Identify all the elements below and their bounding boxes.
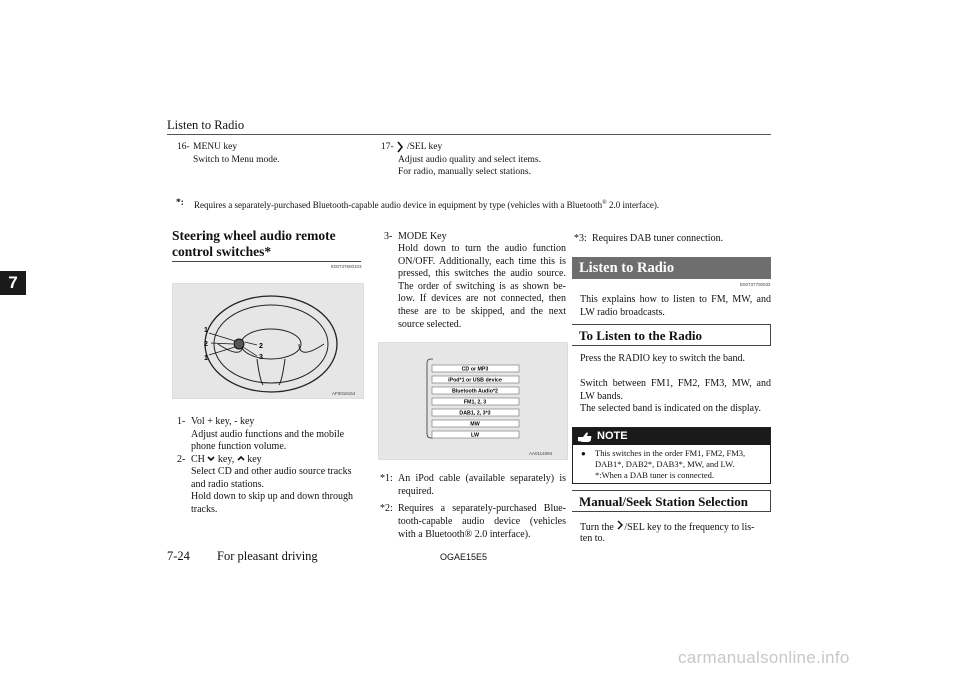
bullet-icon: ● — [581, 449, 586, 458]
key17-desc-1: Adjust audio quality and select items. — [398, 155, 542, 165]
source-fm: FM1, 2, 3 — [463, 399, 487, 406]
note-label: NOTE — [597, 430, 628, 442]
item3-number: 3- — [384, 231, 393, 242]
watermark: carmanualsonline.info — [678, 648, 850, 667]
source-lw: LW — [471, 432, 479, 439]
note2-line-2: tooth-capable audio device (vehicles — [398, 516, 566, 527]
radio-para-2-1: Switch between FM1, FM2, FM3, MW, and — [580, 378, 771, 389]
note2-mark: *2: — [380, 503, 393, 514]
note3-text: Requires DAB tuner connection. — [592, 233, 724, 244]
source-ipod-usb: iPod*1 or USB device — [448, 377, 502, 384]
note-hand-icon — [577, 430, 593, 449]
item2-desc-1: Select CD and other audio source tracks — [191, 466, 352, 477]
source-dab: DAB1, 2, 3*3 — [459, 410, 491, 417]
item1-desc-2: phone function volume. — [191, 441, 287, 452]
page-number: 7-24 — [167, 549, 190, 563]
source-figure-code: AA0114084 — [529, 451, 553, 456]
radio-intro-1: This explains how to listen to FM, MW, and — [580, 294, 771, 305]
note1-mark: *1: — [380, 473, 393, 484]
steering-wheel-illustration — [173, 284, 363, 398]
item2-desc-2: and radio stations. — [191, 479, 265, 490]
item2-name: CH key, key — [191, 454, 262, 465]
chapter-tab: 7 — [0, 271, 26, 295]
note1-line-1: An iPod cable (available separately) is — [398, 473, 566, 484]
radio-para-2-3: The selected band is indicated on the display. — [580, 403, 761, 414]
item2-desc-4: tracks. — [191, 504, 218, 515]
note2-line-1: Requires a separately-purchased Blue- — [398, 503, 566, 514]
key16-name: MENU key — [193, 142, 238, 152]
footnote-mark: *: — [176, 198, 184, 208]
manual-seek-subheading: Manual/Seek Station Selection — [572, 490, 771, 512]
item1-desc-1: Adjust audio functions and the mobile — [191, 429, 345, 440]
radio-para-1: Press the RADIO key to switch the band. — [580, 353, 745, 364]
radio-para-3-2: ten to. — [580, 533, 605, 544]
callout-2b: 2 — [259, 343, 263, 350]
radio-para-2-2: LW bands. — [580, 391, 623, 402]
item1-number: 1- — [177, 416, 186, 427]
callout-3: 3 — [259, 354, 263, 361]
mode-description: Hold down to turn the audio function ON/OFF. Additionally, each time this is pressed, this switches the audio source. The order of switching is as shown be- low. If devices are not connected, then these are to be skipped, and the next source selected. — [398, 243, 566, 330]
header-rule — [167, 134, 771, 135]
figure-code: AF0016154 — [332, 391, 356, 396]
note2-line-3: with a Bluetooth® 2.0 interface). — [398, 529, 531, 540]
callout-1b: 1 — [204, 355, 208, 362]
radio-para-3-1: Turn the /SEL key to the frequency to lis- — [580, 522, 755, 533]
callout-2a: 2 — [204, 341, 208, 348]
key16-desc: Switch to Menu mode. — [193, 155, 280, 165]
running-header: Listen to Radio — [167, 118, 245, 132]
key16-number: 16- — [177, 142, 190, 152]
note1-line-2: required. — [398, 486, 434, 497]
item2-number: 2- — [177, 454, 186, 465]
item3-name: MODE Key — [398, 231, 447, 242]
listen-to-radio-banner: Listen to Radio — [572, 257, 771, 279]
key17-name: /SEL key — [407, 142, 443, 152]
source-cd-mp3: CD or MP3 — [461, 366, 489, 373]
source-bluetooth: Bluetooth Audio*2 — [452, 388, 498, 395]
key17-number: 17- — [381, 142, 394, 152]
source-order-diagram — [379, 343, 567, 459]
steering-code: E00737600103 — [331, 264, 362, 269]
note-text: This switches in the order FM1, FM2, FM3, DAB1*, DAB2*, DAB3*, MW, and LW. *:When a DAB tuner is connected. — [595, 448, 746, 480]
doc-code: OGAE15E5 — [440, 552, 488, 562]
chapter-name: For pleasant driving — [217, 549, 318, 563]
chevron-up-icon — [237, 454, 245, 465]
footnote-text: Requires a separately-purchased Bluetooth-capable audio device in equipment by type (vehicles with a Bluetooth® 2.0 interface). — [194, 200, 660, 210]
note-box — [572, 427, 771, 484]
source-order-figure — [378, 342, 568, 460]
item1-name: Vol + key, - key — [191, 416, 255, 427]
item2-desc-3: Hold down to skip up and down through — [191, 491, 353, 502]
source-mw: MW — [470, 421, 480, 428]
radio-code: E00737700032 — [740, 282, 771, 287]
note3-mark: *3: — [574, 233, 587, 244]
steering-wheel-figure — [172, 283, 364, 399]
radio-intro-2: LW radio broadcasts. — [580, 307, 665, 318]
steering-section-title: Steering wheel audio remote control switches* — [172, 228, 361, 262]
callout-1a: 1 — [204, 327, 208, 334]
key17-desc-2: For radio, manually select stations. — [398, 167, 531, 177]
to-listen-subheading: To Listen to the Radio — [572, 324, 771, 346]
